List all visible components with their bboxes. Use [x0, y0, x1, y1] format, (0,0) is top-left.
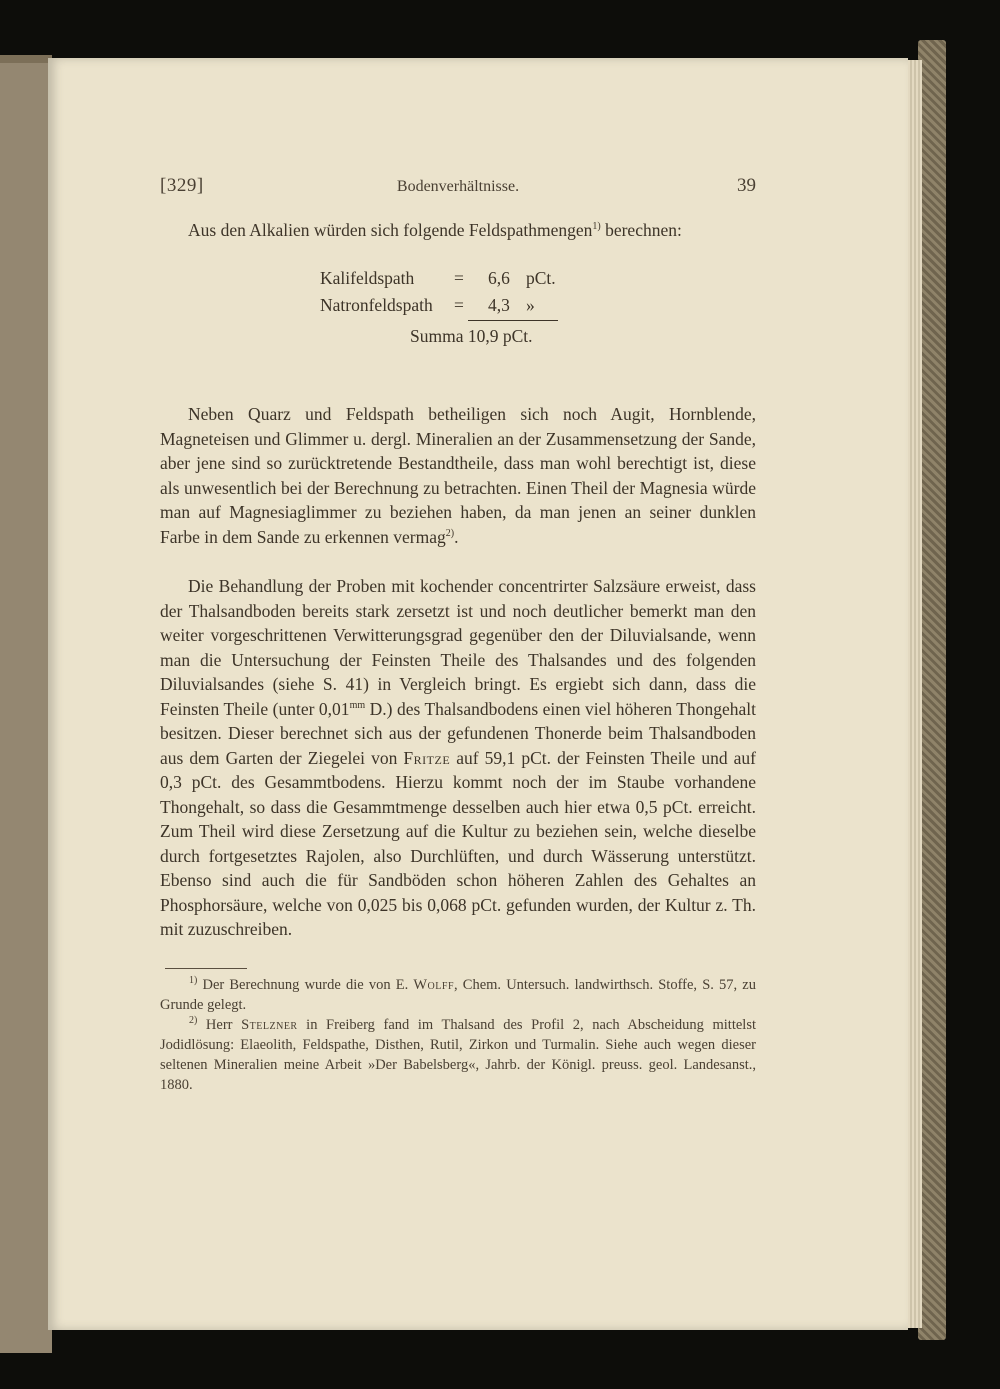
footnote-text: in Freiberg fand im Thalsand des Profil 2, nach Abscheidung mittelst Jodidlösung: Elaeolith, Feldspathe, Disthen, Rutil, Zirkon und Turmalin. Siehe auch wegen dieser seltenen Mineralien meine Arbeit »Der Babelsberg«, Jahrb. der Königl. preuss. geol. Landesanst., 1880. — [160, 1017, 756, 1093]
sum-rule — [468, 320, 558, 321]
footnote-text: , Chem. Untersuch. landwirthsch. Stoffe, S. 57, zu Grunde gelegt. — [160, 977, 756, 1013]
page-header — [160, 175, 756, 203]
folio-number: 39 — [737, 175, 756, 196]
calc-equals: = — [454, 295, 464, 315]
running-title: Bodenverhältnisse. — [396, 178, 520, 195]
intro-text-end: berechnen: — [605, 220, 682, 240]
footnote-marker: 2) — [189, 1015, 198, 1027]
footnote-ref-2: 2) — [445, 527, 455, 539]
sum-value: 10,9 — [467, 326, 499, 346]
calc-row — [320, 292, 620, 319]
paragraph-end: . — [454, 526, 459, 547]
footnotes — [160, 975, 756, 1095]
footnote-ref-1: 1) — [592, 221, 601, 233]
calc-value: 6,6 — [488, 268, 510, 288]
calc-sum — [410, 323, 533, 350]
footnote — [160, 1015, 756, 1095]
sum-unit: pCt. — [502, 326, 533, 346]
paragraph-text: auf 59,1 pCt. der Feinsten Theile und auf 0,3 pCt. des Gesammtbodens. Hierzu kommt noch der im Staube vorhandene Thongehalt, so dass die Gesammtmenge desselben auch hier etwa 0,5 pCt. erreicht. Zum Theil wird diese Zersetzung auf die Kultur zu beziehen sein, welche dieselbe durch fortgesetztes Rajolen, also Durchlüften, und durch Wässerung unterstützt. Ebenso sind auch die für Sandböden schon höheren Zahlen des Gehaltes an Phosphorsäure, welche von 0,025 bis 0,068 pCt. gefunden wurden, der Kultur z. Th. mit zuzuschreiben. — [160, 747, 756, 939]
unit-superscript: mm — [349, 699, 366, 711]
book-cover-edge — [918, 40, 946, 1340]
intro-paragraph — [160, 218, 756, 243]
intro-text: Aus den Alkalien würden sich folgende Feldspathmengen — [188, 220, 593, 240]
calc-label: Kalifeldspath — [320, 268, 415, 288]
footnote-marker: 1) — [189, 975, 198, 987]
person-name: Fritze — [403, 747, 451, 768]
body-paragraph-2 — [160, 574, 756, 942]
paragraph-text: D.) des Thalsandbodens einen viel höheren Thongehalt besitzen. Dieser berechnet sich aus der gefundenen Thonerde beim Thalsandboden aus dem Garten der Ziegelei von — [160, 698, 756, 768]
calc-equals: = — [454, 268, 464, 288]
footnote-separator — [165, 968, 247, 969]
footnote-text: Herr — [197, 1017, 242, 1033]
footnote-text: Der Berechnung wurde die von E. — [197, 977, 414, 993]
person-name: Wolff — [413, 977, 455, 993]
page-bracket-number: [329] — [160, 175, 204, 196]
calc-label: Natronfeldspath — [320, 295, 433, 315]
person-name: Stelzner — [241, 1017, 298, 1033]
calc-value: 4,3 — [488, 295, 510, 315]
calc-unit: » — [526, 295, 535, 315]
left-page-edge — [0, 55, 52, 1353]
calc-unit: pCt. — [526, 268, 556, 288]
paragraph-text: Die Behandlung der Proben mit kochender concentrirter Salzsäure erweist, dass der Thalsandboden bereits stark zersetzt ist und noch deutlicher bemerkt man den weiter vorgeschrittenen Verwitterungsgrad gegenüber den der Diluvialsande, wenn man die Untersuchung der Feinsten Theile des Thalsandes und des folgenden Diluvialsandes (siehe S. 41) in Vergleich bringt. Es ergiebt sich dann, dass die Feinsten Theile (unter 0,01 — [160, 576, 756, 719]
footnote — [160, 975, 756, 1015]
body-paragraph-1 — [160, 402, 756, 549]
paragraph-text: Neben Quarz und Feldspath betheiligen sich noch Augit, Hornblende, Magneteisen und Glimmer u. dergl. Mineralien an der Zusammensetzung der Sande, aber jene sind so zurücktretende Bestandtheile, dass man wohl berechtigt ist, diese als unwesentlich bei der Berechnung zu betrachten. Einen Theil der Magnesia würde man auf Magnesiaglimmer zu beziehen haben, da man jenen an seiner dunklen Farbe in dem Sande zu erkennen vermag — [160, 404, 756, 547]
sum-label: Summa — [410, 326, 464, 346]
calc-row — [320, 265, 620, 292]
feldspar-calculation — [320, 265, 620, 346]
